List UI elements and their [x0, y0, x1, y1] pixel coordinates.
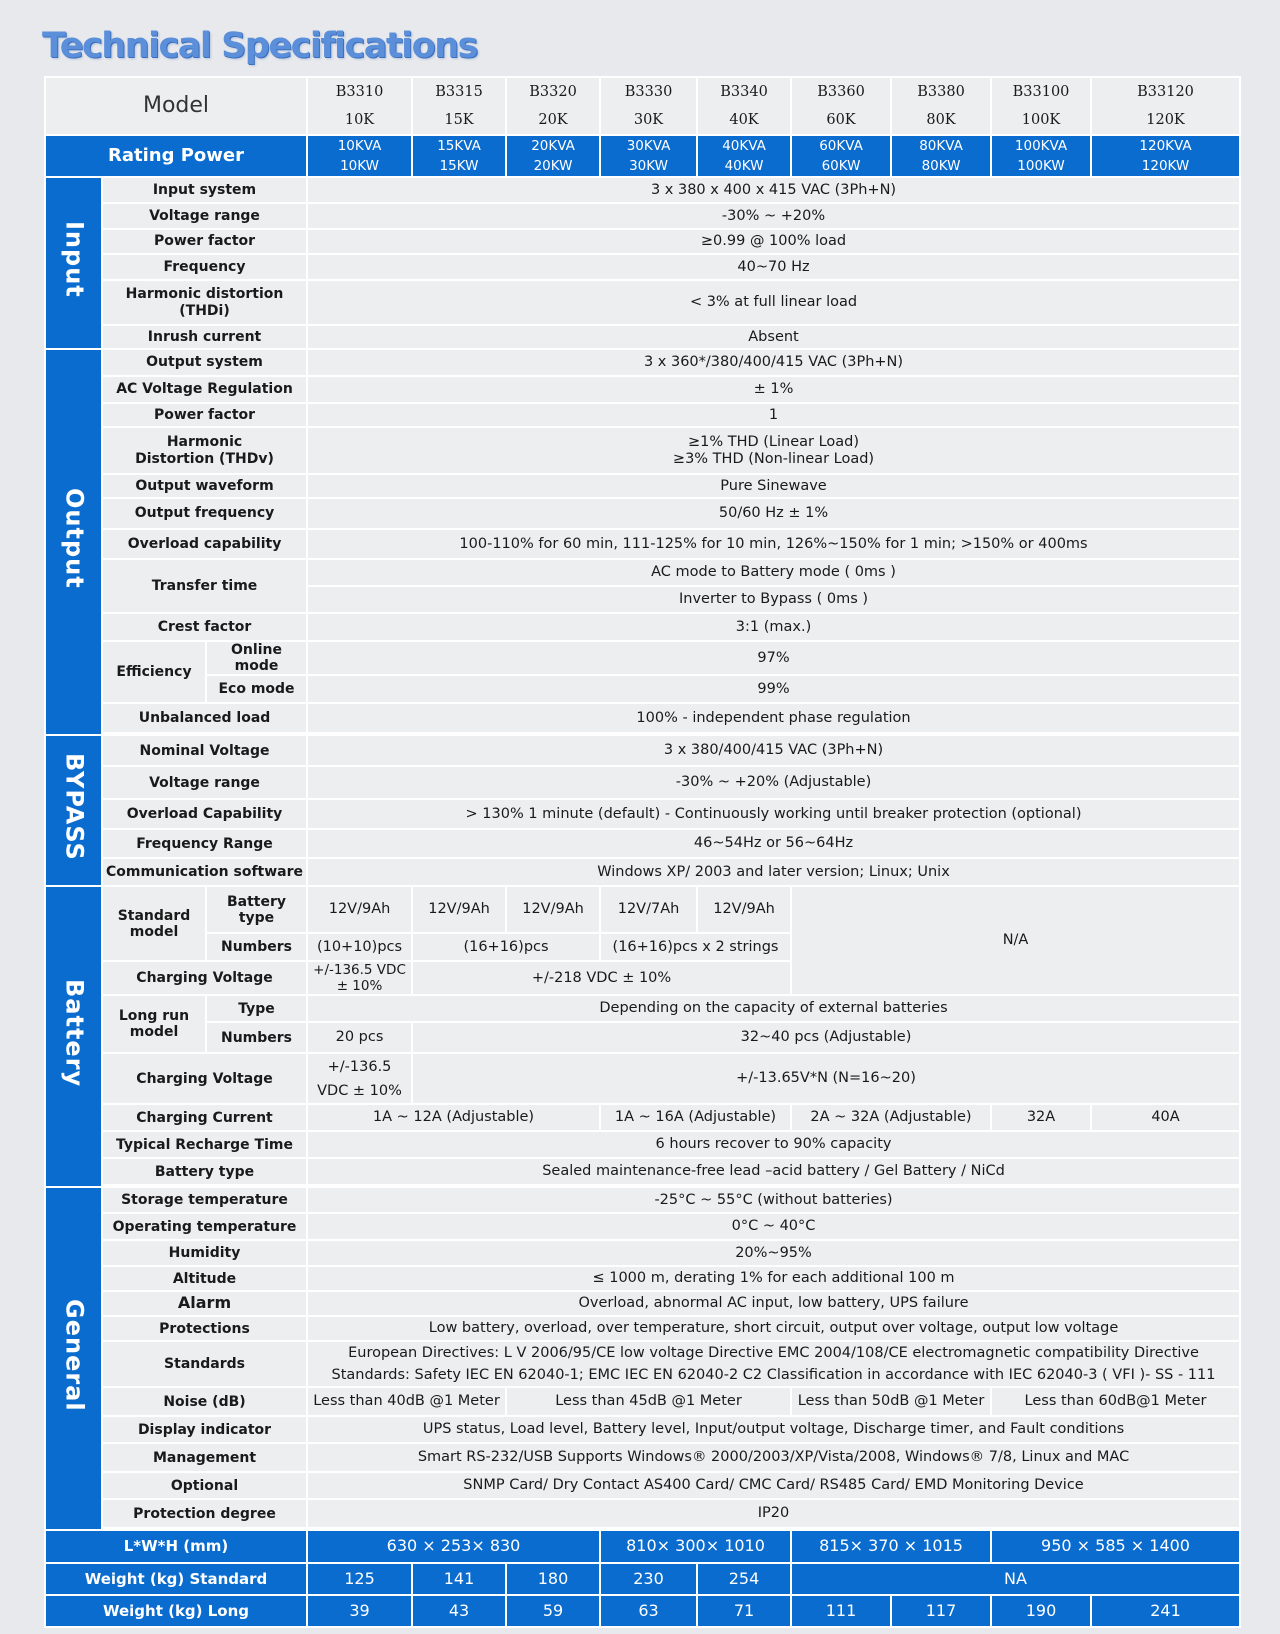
row-value: > 130% 1 minute (default) - Continuously working until breaker protection (optional): [307, 799, 1240, 829]
row-label: Altitude: [102, 1266, 307, 1291]
cell-value: 190: [991, 1595, 1091, 1627]
row-label: Power factor: [102, 403, 307, 427]
row-value: 40~70 Hz: [307, 254, 1240, 280]
row-label: Protections: [102, 1316, 307, 1341]
row-label: Output system: [102, 349, 307, 376]
cell-value: N/A: [791, 886, 1240, 995]
sub-label: Numbers: [206, 933, 307, 961]
cell-value: 12V/7Ah: [600, 886, 697, 933]
cell-value: 630 × 253× 830: [307, 1530, 600, 1563]
cell-value: Less than 40dB @1 Meter: [307, 1387, 506, 1416]
rating-cell: 30KVA 30KW: [600, 135, 697, 177]
cell-value: 59: [506, 1595, 600, 1627]
row-value: IP20: [307, 1499, 1240, 1528]
cell-value: +/-136.5 VDC ± 10%: [307, 961, 412, 995]
row-value: European Directives: L V 2006/95/CE low voltage Directive EMC 2004/108/CE electromagnetic compatibility Directive Standards: Safety IEC EN 62040-1; EMC IEC EN 62040-2 C2 Classification in accordance with IEC 62040-3 ( VFI )- SS - 111: [307, 1341, 1240, 1387]
row-value: Overload, abnormal AC input, low battery, UPS failure: [307, 1291, 1240, 1316]
model-cell: B3330 30K: [600, 77, 697, 135]
model-cell: B3315 15K: [412, 77, 506, 135]
row-value: -30% ~ +20% (Adjustable): [307, 766, 1240, 799]
row-value: -25°C ~ 55°C (without batteries): [307, 1187, 1240, 1213]
cell-value: 815× 370 × 1015: [791, 1530, 991, 1563]
row-value: 100-110% for 60 min, 111-125% for 10 min, 126%~150% for 1 min; >150% or 400ms: [307, 529, 1240, 559]
row-value: 6 hours recover to 90% capacity: [307, 1131, 1240, 1158]
row-value: SNMP Card/ Dry Contact AS400 Card/ CMC Card/ RS485 Card/ EMD Monitoring Device: [307, 1472, 1240, 1499]
row-value: 3 x 380/400/415 VAC (3Ph+N): [307, 735, 1240, 766]
cell-value: 810× 300× 1010: [600, 1530, 791, 1563]
row-value: 3 x 360*/380/400/415 VAC (3Ph+N): [307, 349, 1240, 376]
row-value: ≥1% THD (Linear Load) ≥3% THD (Non-linear Load): [307, 427, 1240, 474]
row-label: Efficiency: [102, 641, 206, 703]
rating-cell: 40KVA 40KW: [697, 135, 791, 177]
row-value: ± 1%: [307, 376, 1240, 403]
row-label: Storage temperature: [102, 1187, 307, 1213]
page-title: Technical Specifications: [42, 26, 477, 66]
row-label: Battery type: [102, 1158, 307, 1185]
rating-cell: 80KVA 80KW: [891, 135, 991, 177]
row-label: Power factor: [102, 229, 307, 254]
model-cell: B33120 120K: [1091, 77, 1240, 135]
cell-value: Less than 45dB @1 Meter: [506, 1387, 791, 1416]
cell-value: +/-13.65V*N (N=16~20): [412, 1053, 1240, 1104]
spec-table: [44, 76, 1241, 1628]
row-label: Voltage range: [102, 766, 307, 799]
row-label: Output waveform: [102, 474, 307, 498]
rating-cell: 10KVA 10KW: [307, 135, 412, 177]
row-value: Inverter to Bypass ( 0ms ): [307, 586, 1240, 613]
cell-value: 230: [600, 1563, 697, 1595]
section-battery: Battery: [45, 886, 102, 1187]
row-label: Input system: [102, 177, 307, 203]
row-label: Voltage range: [102, 203, 307, 229]
row-label: Humidity: [102, 1240, 307, 1266]
row-value: 46~54Hz or 56~64Hz: [307, 829, 1240, 858]
rating-cell: 15KVA 15KW: [412, 135, 506, 177]
row-label: Frequency Range: [102, 829, 307, 858]
row-label: Harmonic distortion (THDi): [102, 280, 307, 325]
section-general: General: [45, 1187, 102, 1530]
cell-value: 1A ~ 16A (Adjustable): [600, 1104, 791, 1131]
cell-value: 950 × 585 × 1400: [991, 1530, 1240, 1563]
section-bypass: BYPASS: [45, 735, 102, 886]
row-label: Typical Recharge Time: [102, 1131, 307, 1158]
cell-value: 117: [891, 1595, 991, 1627]
cell-value: 125: [307, 1563, 412, 1595]
cell-value: 180: [506, 1563, 600, 1595]
row-label: Display indicator: [102, 1416, 307, 1443]
row-value: Windows XP/ 2003 and later version; Linux; Unix: [307, 858, 1240, 886]
cell-value: Less than 60dB@1 Meter: [991, 1387, 1240, 1416]
model-cell: B33100 100K: [991, 77, 1091, 135]
rating-label: Rating Power: [45, 135, 307, 177]
row-label: Optional: [102, 1472, 307, 1499]
rating-cell: 100KVA 100KW: [991, 135, 1091, 177]
model-row: [45, 77, 1240, 135]
row-value: UPS status, Load level, Battery level, Input/output voltage, Discharge timer, and Fault conditions: [307, 1416, 1240, 1443]
cell-value: 12V/9Ah: [412, 886, 506, 933]
cell-value: NA: [791, 1563, 1240, 1595]
cell-value: 2A ~ 32A (Adjustable): [791, 1104, 991, 1131]
row-value: Low battery, overload, over temperature, short circuit, output over voltage, output low voltage: [307, 1316, 1240, 1341]
model-cell: B3360 60K: [791, 77, 891, 135]
model-cell: B3380 80K: [891, 77, 991, 135]
cell-value: 254: [697, 1563, 791, 1595]
row-value: Sealed maintenance-free lead –acid battery / Gel Battery / NiCd: [307, 1158, 1240, 1185]
row-label: Noise (dB): [102, 1387, 307, 1416]
cell-value: (16+16)pcs x 2 strings: [600, 933, 791, 961]
row-value: -30% ~ +20%: [307, 203, 1240, 229]
row-label: Crest factor: [102, 613, 307, 641]
rating-cell: 60KVA 60KW: [791, 135, 891, 177]
cell-value: 12V/9Ah: [506, 886, 600, 933]
cell-value: 12V/9Ah: [307, 886, 412, 933]
row-value: 0°C ~ 40°C: [307, 1213, 1240, 1240]
section-output: Output: [45, 349, 102, 735]
cell-value: 1A ~ 12A (Adjustable): [307, 1104, 600, 1131]
row-value: 20%~95%: [307, 1240, 1240, 1266]
cell-value: 241: [1091, 1595, 1240, 1627]
row-label: Overload Capability: [102, 799, 307, 829]
sub-label: Battery type: [206, 886, 307, 933]
row-value: 3 x 380 x 400 x 415 VAC (3Ph+N): [307, 177, 1240, 203]
row-value: < 3% at full linear load: [307, 280, 1240, 325]
cell-value: +/-136.5 VDC ± 10%: [307, 1053, 412, 1104]
rating-cell: 120KVA 120KW: [1091, 135, 1240, 177]
row-label: Unbalanced load: [102, 703, 307, 733]
row-label: Transfer time: [102, 559, 307, 613]
model-cell: B3310 10K: [307, 77, 412, 135]
row-label: Charging Voltage: [102, 961, 307, 995]
cell-value: 39: [307, 1595, 412, 1627]
row-value: ≥0.99 @ 100% load: [307, 229, 1240, 254]
sub-label: Online mode: [206, 641, 307, 675]
cell-value: 20 pcs: [307, 1022, 412, 1053]
cell-value: 71: [697, 1595, 791, 1627]
row-label: Operating temperature: [102, 1213, 307, 1240]
row-value: 99%: [307, 675, 1240, 703]
row-label: Weight (kg) Long: [45, 1595, 307, 1627]
cell-value: 32A: [991, 1104, 1091, 1131]
row-label: L*W*H (mm): [45, 1530, 307, 1563]
rating-cell: 20KVA 20KW: [506, 135, 600, 177]
row-value: 100% - independent phase regulation: [307, 703, 1240, 733]
sub-label: Type: [206, 995, 307, 1022]
cell-value: 63: [600, 1595, 697, 1627]
row-label: Protection degree: [102, 1499, 307, 1528]
row-label: Overload capability: [102, 529, 307, 559]
row-label: Frequency: [102, 254, 307, 280]
row-value: Absent: [307, 325, 1240, 349]
row-value: AC mode to Battery mode ( 0ms ): [307, 559, 1240, 586]
cell-value: 43: [412, 1595, 506, 1627]
section-input: Input: [45, 177, 102, 349]
cell-value: 111: [791, 1595, 891, 1627]
row-label: Standard model: [102, 886, 206, 961]
rating-row: [45, 135, 1240, 177]
row-label: Management: [102, 1443, 307, 1472]
cell-value: 12V/9Ah: [697, 886, 791, 933]
sub-label: Numbers: [206, 1022, 307, 1053]
row-label: Communication software: [102, 858, 307, 886]
cell-value: (16+16)pcs: [412, 933, 600, 961]
row-value: Smart RS-232/USB Supports Windows® 2000/2003/XP/Vista/2008, Windows® 7/8, Linux and MAC: [307, 1443, 1240, 1472]
cell-value: 32~40 pcs (Adjustable): [412, 1022, 1240, 1053]
row-value: 97%: [307, 641, 1240, 675]
row-label: AC Voltage Regulation: [102, 376, 307, 403]
cell-value: +/-218 VDC ± 10%: [412, 961, 791, 995]
row-value: 50/60 Hz ± 1%: [307, 498, 1240, 529]
model-label: Model: [45, 77, 307, 135]
sub-label: Eco mode: [206, 675, 307, 703]
cell-value: 141: [412, 1563, 506, 1595]
row-value: 1: [307, 403, 1240, 427]
row-label: Charging Current: [102, 1104, 307, 1131]
row-label: Nominal Voltage: [102, 735, 307, 766]
row-label: Alarm: [102, 1291, 307, 1316]
model-cell: B3320 20K: [506, 77, 600, 135]
row-value: Depending on the capacity of external batteries: [307, 995, 1240, 1022]
row-label: Long run model: [102, 995, 206, 1053]
row-label: Output frequency: [102, 498, 307, 529]
row-label: Weight (kg) Standard: [45, 1563, 307, 1595]
row-value: Pure Sinewave: [307, 474, 1240, 498]
row-value: 3:1 (max.): [307, 613, 1240, 641]
model-cell: B3340 40K: [697, 77, 791, 135]
cell-value: Less than 50dB @1 Meter: [791, 1387, 991, 1416]
cell-value: (10+10)pcs: [307, 933, 412, 961]
row-label: Harmonic Distortion (THDv): [102, 427, 307, 474]
row-label: Standards: [102, 1341, 307, 1387]
cell-value: 40A: [1091, 1104, 1240, 1131]
row-value: ≤ 1000 m, derating 1% for each additional 100 m: [307, 1266, 1240, 1291]
row-label: Inrush current: [102, 325, 307, 349]
row-label: Charging Voltage: [102, 1053, 307, 1104]
